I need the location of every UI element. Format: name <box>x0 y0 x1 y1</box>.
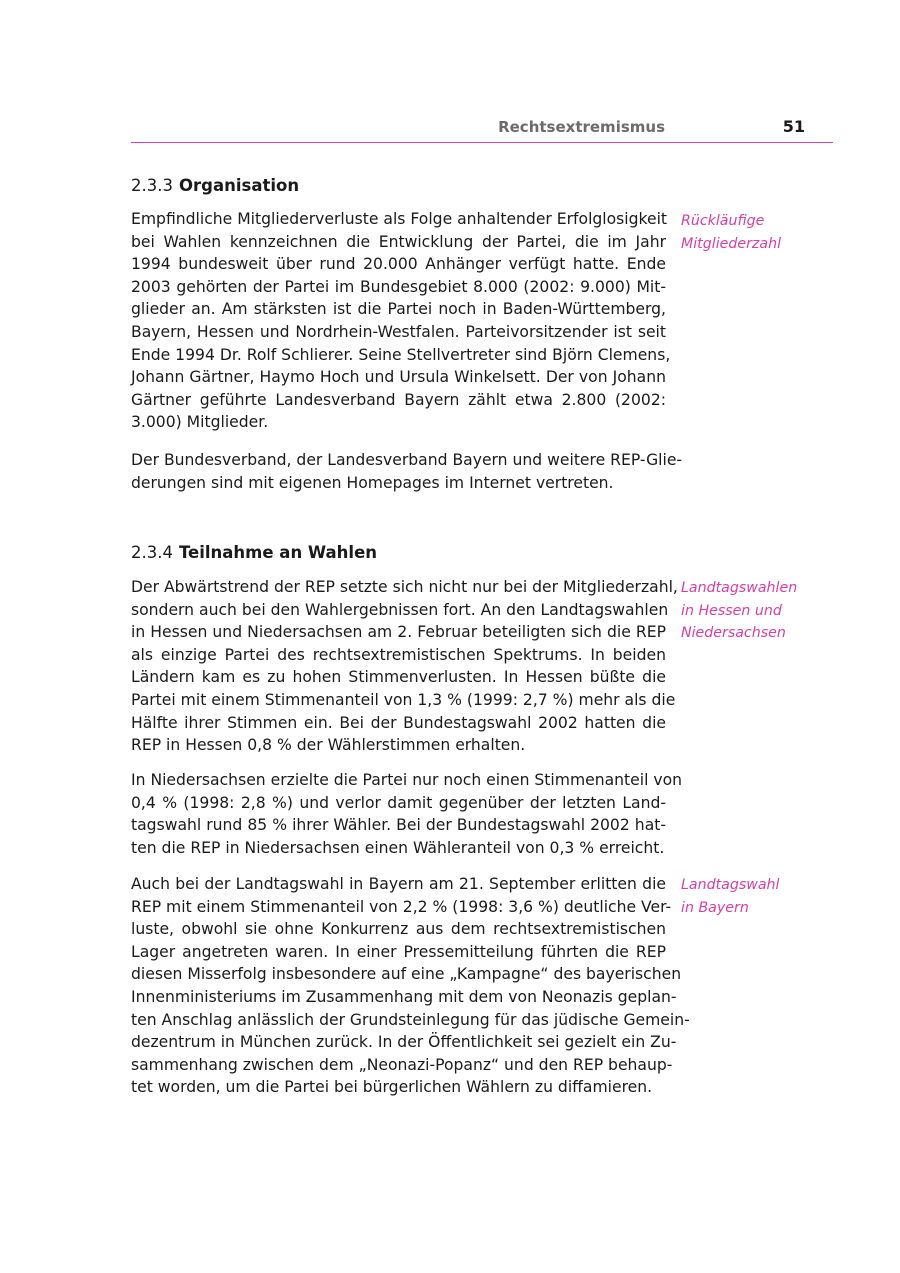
section-number: 2.3.4 <box>131 543 173 562</box>
text-line: tagswahl rund 85 % ihrer Wähler. Bei der Bundestagswahl 2002 hat- <box>131 816 666 835</box>
section-number: 2.3.3 <box>131 176 173 195</box>
text-line: Empfindliche Mitgliederverluste als Folge anhaltender Erfolglosigkeit <box>131 210 668 228</box>
text-line: In Niedersachsen erzielte die Partei nur noch einen Stimmenanteil von <box>131 771 683 789</box>
text-line: Gärtner geführte Landesverband Bayern zählt etwa 2.800 (2002: <box>131 390 666 409</box>
text-line: Bayern, Hessen und Nordrhein-Westfalen. Parteivorsitzender ist seit <box>131 322 666 341</box>
text-line: dezentrum in München zurück. In der Öffentlichkeit sei gezielt ein Zu- <box>131 1033 677 1052</box>
text-line: Auch bei der Landtagswahl in Bayern am 21. September erlitten die <box>131 875 666 893</box>
text-line: 3.000) Mitglieder. <box>131 413 269 432</box>
text-line: bei Wahlen kennzeichnen die Entwicklung der Partei, die im Jahr <box>131 232 666 251</box>
paragraph <box>131 449 683 494</box>
text-line: diesen Misserfolg insbesondere auf eine „Kampagne“ des bayerischen <box>131 965 682 984</box>
text-line: luste, obwohl sie ohne Konkurrenz aus dem rechtsextremistischen <box>131 920 666 939</box>
text-line: sondern auch bei den Wahlergebnissen fort. An den Landtagswahlen <box>131 600 669 619</box>
text-line: 0,4 % (1998: 2,8 %) und verlor damit gegenüber der letzten Land- <box>131 793 666 812</box>
running-title: Rechtsextremismus <box>498 118 665 136</box>
text-line: 2003 gehörten der Partei im Bundesgebiet 8.000 (2002: 9.000) Mit- <box>131 277 666 296</box>
text-line: Lager angetreten waren. In einer Pressemitteilung führten die REP <box>131 942 666 961</box>
text-line: Partei mit einem Stimmenanteil von 1,3 % (1999: 2,7 %) mehr als die <box>131 690 676 709</box>
text-line: ten die REP in Niedersachsen einen Wähleranteil von 0,3 % erreicht. <box>131 838 665 857</box>
text-line: Ländern kam es zu hohen Stimmenverlusten. In Hessen büßte die <box>131 668 666 687</box>
paragraph <box>131 873 690 1099</box>
section-title: Organisation <box>178 176 300 195</box>
text-line: sammenhang zwischen dem „Neonazi-Popanz“ und den REP behaup- <box>131 1055 673 1074</box>
text-line: Johann Gärtner, Haymo Hoch und Ursula Winkelsett. Der von Johann <box>131 368 666 387</box>
text-line: Der Abwärtstrend der REP setzte sich nicht nur bei der Mitgliederzahl, <box>131 578 678 596</box>
text-line: REP mit einem Stimmenanteil von 2,2 % (1998: 3,6 %) deutliche Ver- <box>131 897 672 916</box>
margin-note <box>681 210 831 255</box>
text-line: 1994 bundesweit über rund 20.000 Anhänger verfügt hatte. Ende <box>131 255 666 274</box>
text-line: Ende 1994 Dr. Rolf Schlierer. Seine Stellvertreter sind Björn Clemens, <box>131 345 671 364</box>
section-title: Teilnahme an Wahlen <box>178 543 378 562</box>
text-line: Innenministeriums im Zusammenhang mit dem von Neonazis geplan- <box>131 987 677 1006</box>
margin-note-line: Landtagswahlen <box>681 580 798 596</box>
margin-note <box>681 874 831 919</box>
text-line: Hälfte ihrer Stimmen ein. Bei der Bundestagswahl 2002 hatten die <box>131 713 666 732</box>
text-line: Der Bundesverband, der Landesverband Bayern und weitere REP-Glie- <box>131 451 683 469</box>
text-line: glieder an. Am stärksten ist die Partei noch in Baden-Württemberg, <box>131 300 666 319</box>
section-heading-wahlen <box>131 543 377 562</box>
paragraph <box>131 576 678 757</box>
margin-note-line: Rückläufige <box>681 213 765 229</box>
margin-note-line: in Bayern <box>681 899 749 916</box>
margin-note-line: in Hessen und <box>681 602 782 619</box>
text-line: REP in Hessen 0,8 % der Wählerstimmen erhalten. <box>131 736 526 755</box>
running-header <box>131 116 833 143</box>
margin-note-line: Niedersachsen <box>681 625 786 642</box>
paragraph <box>131 769 683 859</box>
text-line: als einzige Partei des rechtsextremistischen Spektrums. In beiden <box>131 645 666 664</box>
text-line: tet worden, um die Partei bei bürgerlichen Wählern zu diffamieren. <box>131 1078 653 1097</box>
text-line: derungen sind mit eigenen Homepages im Internet vertreten. <box>131 473 614 492</box>
text-line: ten Anschlag anlässlich der Grundsteinlegung für das jüdische Gemein- <box>131 1010 690 1029</box>
paragraph <box>131 208 671 434</box>
margin-note-line: Landtagswahl <box>681 877 780 893</box>
page-number: 51 <box>782 117 805 136</box>
margin-note <box>681 577 831 645</box>
margin-note-line: Mitgliederzahl <box>681 235 782 252</box>
section-heading-organisation <box>131 176 299 195</box>
text-line: in Hessen und Niedersachsen am 2. Februar beteiligten sich die REP <box>131 623 666 642</box>
